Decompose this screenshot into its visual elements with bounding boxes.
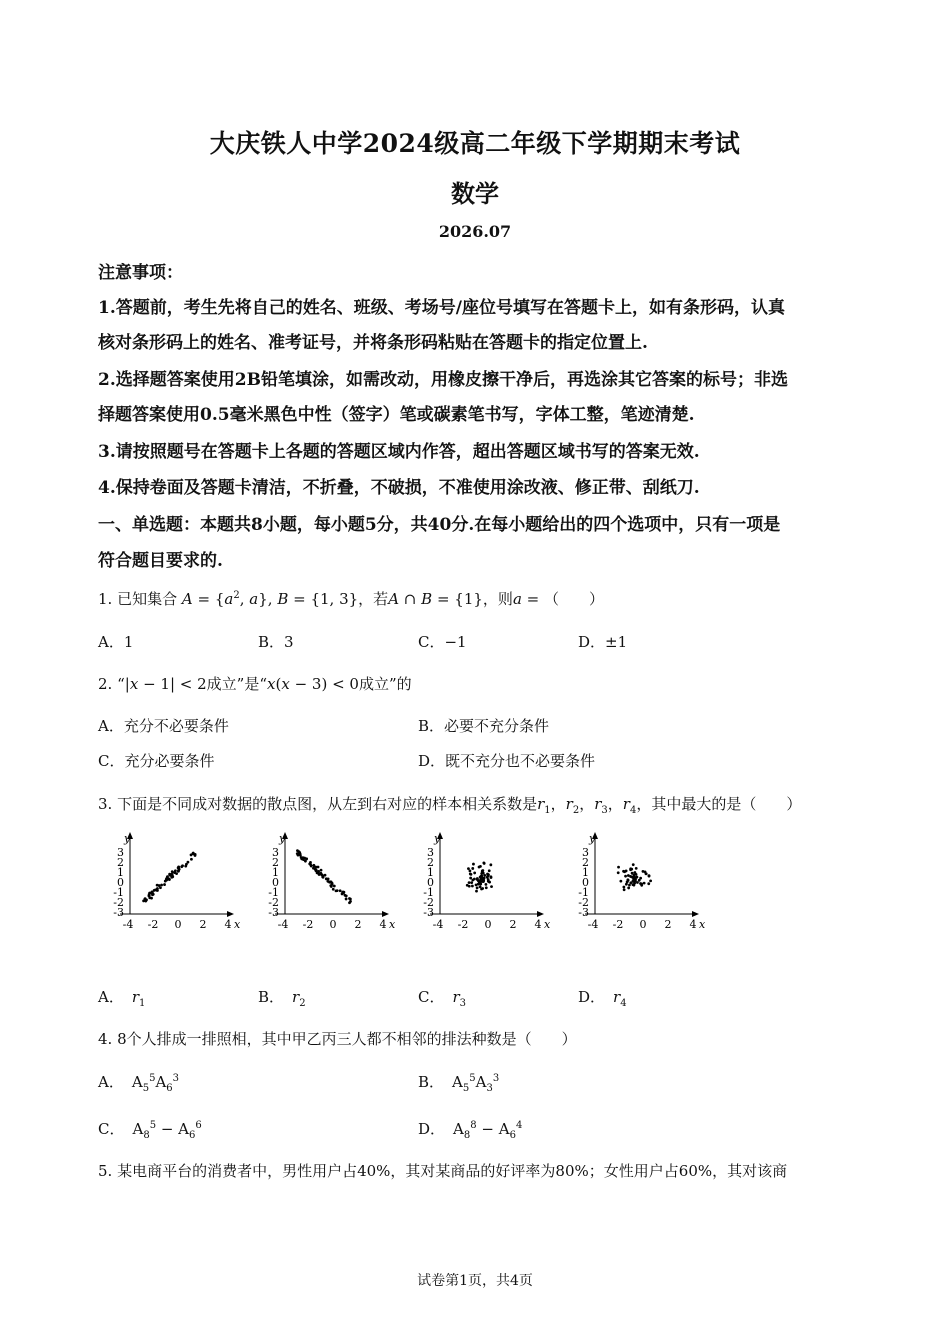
question-3: 3. 下面是不同成对数据的散点图，从左到右对应的样本相关系数是$r_1$，$r_2$，$r_3$，$r_4$，其中最大的是（ ） bbox=[98, 795, 802, 816]
q2-option-b[interactable]: B．必要不充分条件 bbox=[418, 717, 550, 735]
scatter-point bbox=[300, 856, 303, 859]
scatter-point bbox=[479, 865, 482, 868]
x-tick-label: -4 bbox=[587, 918, 599, 931]
scatter-plot-2 bbox=[255, 832, 405, 962]
scatter-point bbox=[623, 888, 626, 891]
scatter-point bbox=[648, 874, 651, 877]
x-tick-label: 4 bbox=[379, 918, 387, 931]
x-tick-label: -4 bbox=[277, 918, 289, 931]
page-footer: 试卷第1页，共4页 bbox=[417, 1273, 533, 1289]
scatter-point bbox=[168, 874, 171, 877]
x-tick-label: 4 bbox=[689, 918, 697, 931]
scatter-point bbox=[472, 863, 475, 866]
x-axis-label: x bbox=[234, 918, 241, 931]
x-tick-label: 4 bbox=[224, 918, 232, 931]
scatter-point bbox=[298, 851, 301, 854]
q2-option-a[interactable]: A．充分不必要条件 bbox=[98, 717, 229, 735]
y-tick-label: -1 bbox=[113, 886, 124, 899]
scatter-point bbox=[171, 870, 174, 873]
scatter-point bbox=[331, 882, 334, 885]
y-tick-label: -2 bbox=[113, 896, 124, 909]
scatter-point bbox=[342, 892, 345, 895]
section-heading-line-2: 符合题目要求的. bbox=[98, 551, 223, 571]
scatter-point bbox=[488, 869, 491, 872]
scatter-point bbox=[619, 880, 622, 883]
x-axis-label: x bbox=[544, 918, 551, 931]
y-tick-label: 1 bbox=[582, 866, 589, 879]
q3-option-c[interactable]: C． $r_3$ bbox=[418, 988, 467, 1009]
scatter-point bbox=[163, 883, 166, 886]
scatter-point bbox=[635, 867, 638, 870]
scatter-point bbox=[471, 885, 474, 888]
scatter-point bbox=[185, 863, 188, 866]
q1-option-b[interactable]: B．3 bbox=[258, 633, 294, 651]
y-tick-label: -2 bbox=[268, 896, 279, 909]
x-tick-label: -4 bbox=[432, 918, 444, 931]
scatter-point bbox=[632, 874, 635, 877]
scatter-point bbox=[476, 877, 479, 880]
scatter-point bbox=[488, 881, 491, 884]
y-tick-label: -2 bbox=[423, 896, 434, 909]
scatter-point bbox=[622, 886, 625, 889]
scatter-plot-3 bbox=[410, 832, 560, 962]
scatter-point bbox=[148, 892, 151, 895]
exam-title: 大庆铁人中学2024级高二年级下学期期末考试 bbox=[209, 129, 741, 158]
question-4: 4. 8个人排成一排照相，其中甲乙丙三人都不相邻的排法种数是（ ） bbox=[98, 1030, 577, 1048]
note-line-5: 3.请按照题号在答题卡上各题的答题区域内作答，超出答题区域书写的答案无效. bbox=[98, 442, 700, 462]
y-tick-label: 1 bbox=[117, 866, 124, 879]
scatter-point bbox=[348, 897, 351, 900]
scatter-point bbox=[482, 861, 485, 864]
y-tick-label: -3 bbox=[423, 906, 434, 919]
y-tick-label: -1 bbox=[578, 886, 589, 899]
scatter-point bbox=[333, 885, 336, 888]
y-tick-label: 1 bbox=[272, 866, 279, 879]
scatter-point bbox=[647, 882, 650, 885]
x-tick-label: -2 bbox=[457, 918, 469, 931]
x-tick-label: 0 bbox=[329, 918, 337, 931]
scatter-point bbox=[469, 872, 472, 875]
question-5: 5. 某电商平台的消费者中，男性用户占40%，其对某商品的好评率为80%；女性用户占60%，其对该商 bbox=[98, 1162, 788, 1180]
scatter-point bbox=[468, 881, 471, 884]
x-axis-arrow bbox=[382, 911, 389, 917]
x-tick-label: 0 bbox=[639, 918, 647, 931]
scatter-point bbox=[156, 887, 159, 890]
y-tick-label: 3 bbox=[272, 846, 279, 859]
scatter-point bbox=[304, 860, 307, 863]
x-tick-label: 2 bbox=[509, 918, 517, 931]
x-tick-label: 2 bbox=[354, 918, 362, 931]
question-number: 5. bbox=[98, 1162, 113, 1180]
section-heading-line-1: 一、单选题：本题共8小题，每小题5分，共40分.在每小题给出的四个选项中，只有一项是 bbox=[98, 515, 781, 535]
scatter-point bbox=[482, 880, 485, 883]
scatter-point bbox=[490, 876, 493, 879]
x-axis-label: x bbox=[389, 918, 396, 931]
scatter-point bbox=[475, 890, 478, 893]
x-tick-label: -2 bbox=[147, 918, 159, 931]
scatter-point bbox=[617, 871, 620, 874]
scatter-point bbox=[344, 894, 347, 897]
scatter-point bbox=[468, 869, 471, 872]
y-tick-label: 2 bbox=[582, 856, 589, 869]
scatter-point bbox=[153, 889, 156, 892]
scatter-point bbox=[348, 901, 351, 904]
x-tick-label: -2 bbox=[302, 918, 314, 931]
scatter-plot-1 bbox=[100, 832, 250, 962]
question-2: 2. “|x − 1| < 2成立”是“x(x − 3) < 0成立”的 bbox=[98, 675, 412, 693]
y-tick-label: 2 bbox=[272, 856, 279, 869]
scatter-point bbox=[630, 868, 633, 871]
scatter-point bbox=[473, 878, 476, 881]
scatter-point bbox=[190, 858, 193, 861]
scatter-point bbox=[484, 883, 487, 886]
scatter-point bbox=[332, 888, 335, 891]
x-axis-arrow bbox=[692, 911, 699, 917]
scatter-point bbox=[649, 880, 652, 883]
q1-option-c[interactable]: C．−1 bbox=[418, 633, 467, 651]
question-text: 已知集合 bbox=[117, 590, 178, 608]
y-axis-label: y bbox=[434, 832, 441, 845]
scatter-point bbox=[636, 876, 639, 879]
scatter-point bbox=[489, 863, 492, 866]
scatter-point bbox=[622, 870, 625, 873]
y-tick-label: 0 bbox=[582, 876, 589, 889]
q1-option-d[interactable]: D．±1 bbox=[578, 633, 628, 651]
scatter-point bbox=[632, 863, 635, 866]
scatter-point bbox=[144, 897, 147, 900]
scatter-point bbox=[480, 888, 483, 891]
y-tick-label: -1 bbox=[423, 886, 434, 899]
scatter-point bbox=[194, 853, 197, 856]
q3-option-d[interactable]: D． $r_4$ bbox=[578, 988, 627, 1009]
scatter-point bbox=[480, 877, 483, 880]
y-tick-label: 3 bbox=[427, 846, 434, 859]
y-tick-label: -3 bbox=[578, 906, 589, 919]
scatter-point bbox=[481, 870, 484, 873]
scatter-point bbox=[320, 869, 323, 872]
scatter-point bbox=[631, 883, 634, 886]
scatter-point bbox=[639, 882, 642, 885]
scatter-point bbox=[486, 873, 489, 876]
scatter-point bbox=[181, 864, 184, 867]
scatter-point bbox=[335, 890, 338, 893]
question-number: 2. bbox=[98, 675, 113, 693]
scatter-point bbox=[319, 872, 322, 875]
x-tick-label: 2 bbox=[664, 918, 672, 931]
question-number: 4. bbox=[98, 1030, 113, 1048]
q4-option-d[interactable]: D． $A_8^8 - A_6^4$ bbox=[418, 1120, 523, 1141]
scatter-point bbox=[177, 869, 180, 872]
scatter-point bbox=[159, 886, 162, 889]
y-tick-label: 3 bbox=[117, 846, 124, 859]
scatter-point bbox=[160, 884, 163, 887]
q4-option-b[interactable]: B． $A_5^5A_3^3$ bbox=[418, 1073, 500, 1094]
notes-heading: 注意事项： bbox=[98, 263, 183, 283]
scatter-point bbox=[327, 877, 330, 880]
scatter-point bbox=[345, 898, 348, 901]
scatter-point bbox=[468, 885, 471, 888]
scatter-point bbox=[476, 886, 479, 889]
scatter-point bbox=[625, 883, 628, 886]
scatter-point bbox=[644, 871, 647, 874]
scatter-point bbox=[314, 868, 317, 871]
y-axis-label: y bbox=[589, 832, 596, 845]
scatter-point bbox=[177, 867, 180, 870]
x-tick-label: 4 bbox=[534, 918, 542, 931]
y-axis-label: y bbox=[279, 832, 286, 845]
q3-option-a[interactable]: A． $r_1$ bbox=[98, 988, 146, 1009]
y-tick-label: -3 bbox=[268, 906, 279, 919]
scatter-point bbox=[310, 865, 313, 868]
scatter-point bbox=[150, 897, 153, 900]
note-line-6: 4.保持卷面及答题卡清洁，不折叠，不破损，不准使用涂改液、修正带、刮纸刀. bbox=[98, 478, 700, 498]
q4-option-c[interactable]: C． $A_8^5 - A_6^6$ bbox=[98, 1120, 202, 1141]
scatter-point bbox=[479, 883, 482, 886]
note-line-1: 1.答题前，考生先将自己的姓名、班级、考场号/座位号填写在答题卡上，如有条形码，认真 bbox=[98, 298, 785, 318]
y-tick-label: -3 bbox=[113, 906, 124, 919]
scatter-point bbox=[324, 874, 327, 877]
x-tick-label: -4 bbox=[122, 918, 134, 931]
scatter-point bbox=[473, 872, 476, 875]
q2-option-c[interactable]: C．充分必要条件 bbox=[98, 752, 215, 770]
y-tick-label: 2 bbox=[427, 856, 434, 869]
y-axis-label: y bbox=[124, 832, 131, 845]
scatter-point bbox=[312, 864, 315, 867]
scatter-point bbox=[480, 875, 483, 878]
scatter-point bbox=[643, 882, 646, 885]
q2-option-d[interactable]: D．既不充分也不必要条件 bbox=[418, 752, 596, 770]
question-number: 1. bbox=[98, 590, 113, 608]
exam-subject: 数学 bbox=[451, 179, 499, 208]
scatter-point bbox=[322, 876, 325, 879]
scatter-point bbox=[175, 872, 178, 875]
scatter-point bbox=[624, 875, 627, 878]
scatter-point bbox=[470, 881, 473, 884]
x-axis-label: x bbox=[699, 918, 706, 931]
scatter-point bbox=[475, 884, 478, 887]
scatter-point bbox=[148, 894, 151, 897]
scatter-point bbox=[297, 854, 300, 857]
scatter-point bbox=[483, 874, 486, 877]
y-tick-label: 0 bbox=[117, 876, 124, 889]
scatter-point bbox=[633, 871, 636, 874]
scatter-plots bbox=[100, 832, 720, 962]
scatter-point bbox=[627, 874, 630, 877]
y-tick-label: -1 bbox=[268, 886, 279, 899]
exam-date: 2026.07 bbox=[438, 222, 512, 241]
scatter-point bbox=[469, 877, 472, 880]
scatter-point bbox=[617, 866, 620, 869]
scatter-point bbox=[151, 891, 154, 894]
q4-option-a[interactable]: A． $A_5^5A_6^3$ bbox=[98, 1073, 180, 1094]
scatter-point bbox=[485, 886, 488, 889]
scatter-point bbox=[632, 880, 635, 883]
x-tick-label: 0 bbox=[484, 918, 492, 931]
scatter-point bbox=[166, 878, 169, 881]
x-axis-arrow bbox=[537, 911, 544, 917]
scatter-point bbox=[627, 879, 630, 882]
y-tick-label: 1 bbox=[427, 866, 434, 879]
scatter-point bbox=[639, 877, 642, 880]
scatter-point bbox=[627, 887, 630, 890]
note-line-3: 2.选择题答案使用2B铅笔填涂，如需改动，用橡皮擦干净后，再选涂其它答案的标号；非选 bbox=[98, 370, 788, 390]
y-tick-label: 3 bbox=[582, 846, 589, 859]
y-tick-label: 0 bbox=[272, 876, 279, 889]
q3-option-b[interactable]: B． $r_2$ bbox=[258, 988, 306, 1009]
scatter-point bbox=[471, 867, 474, 870]
x-tick-label: 2 bbox=[199, 918, 207, 931]
x-tick-label: -2 bbox=[612, 918, 624, 931]
scatter-point bbox=[490, 885, 493, 888]
x-tick-label: 0 bbox=[174, 918, 182, 931]
q1-option-a[interactable]: A．1 bbox=[98, 633, 134, 651]
scatter-point bbox=[303, 857, 306, 860]
scatter-point bbox=[625, 870, 628, 873]
y-tick-label: 0 bbox=[427, 876, 434, 889]
y-tick-label: -2 bbox=[578, 896, 589, 909]
y-tick-label: 2 bbox=[117, 856, 124, 869]
x-axis-arrow bbox=[227, 911, 234, 917]
note-line-2: 核对条形码上的姓名、准考证号，并将条形码粘贴在答题卡的指定位置上. bbox=[98, 333, 648, 353]
question-number: 3. bbox=[98, 795, 113, 813]
scatter-plot-4 bbox=[565, 832, 715, 962]
question-1: 1. 已知集合 $A = \{a^2$, a}, B = {1, 3}，若A ∩ B = {1}，则a = （ ） bbox=[98, 590, 605, 608]
scatter-point bbox=[170, 876, 173, 879]
scatter-point bbox=[339, 889, 342, 892]
note-line-4: 择题答案使用0.5毫米黑色中性（签字）笔或碳素笔书写，字体工整，笔迹清楚. bbox=[98, 405, 695, 425]
